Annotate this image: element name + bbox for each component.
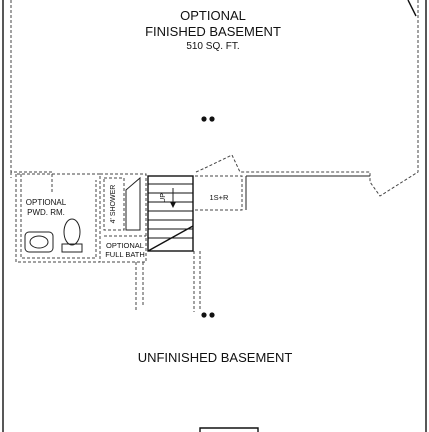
sink-icon (25, 232, 53, 252)
finished-basement-label-2: FINISHED BASEMENT (145, 24, 281, 39)
foundation-walls (3, 0, 426, 432)
powder-room (16, 174, 100, 262)
column-icon (201, 312, 206, 317)
toilet-icon (64, 219, 80, 245)
powder-room-label-1: OPTIONAL (25, 198, 67, 207)
columns (201, 116, 214, 317)
finished-basement-area: 510 SQ. FT. (186, 41, 240, 52)
full-bath-label-1: OPTIONAL (106, 241, 144, 250)
powder-room-label-2: PWD. RM. (27, 208, 65, 217)
finished-basement-label-1: OPTIONAL (180, 8, 246, 23)
stairs (148, 176, 193, 251)
full-bath-label-2: FULL BATH (105, 250, 145, 259)
column-icon (209, 312, 214, 317)
column-icon (201, 116, 206, 121)
column-icon (209, 116, 214, 121)
shelf-label: 1S+R (209, 193, 229, 202)
stair-up-label: UP (160, 193, 167, 203)
shower-label: 4' SHOWER (110, 184, 117, 224)
unfinished-basement-label: UNFINISHED BASEMENT (137, 350, 293, 365)
